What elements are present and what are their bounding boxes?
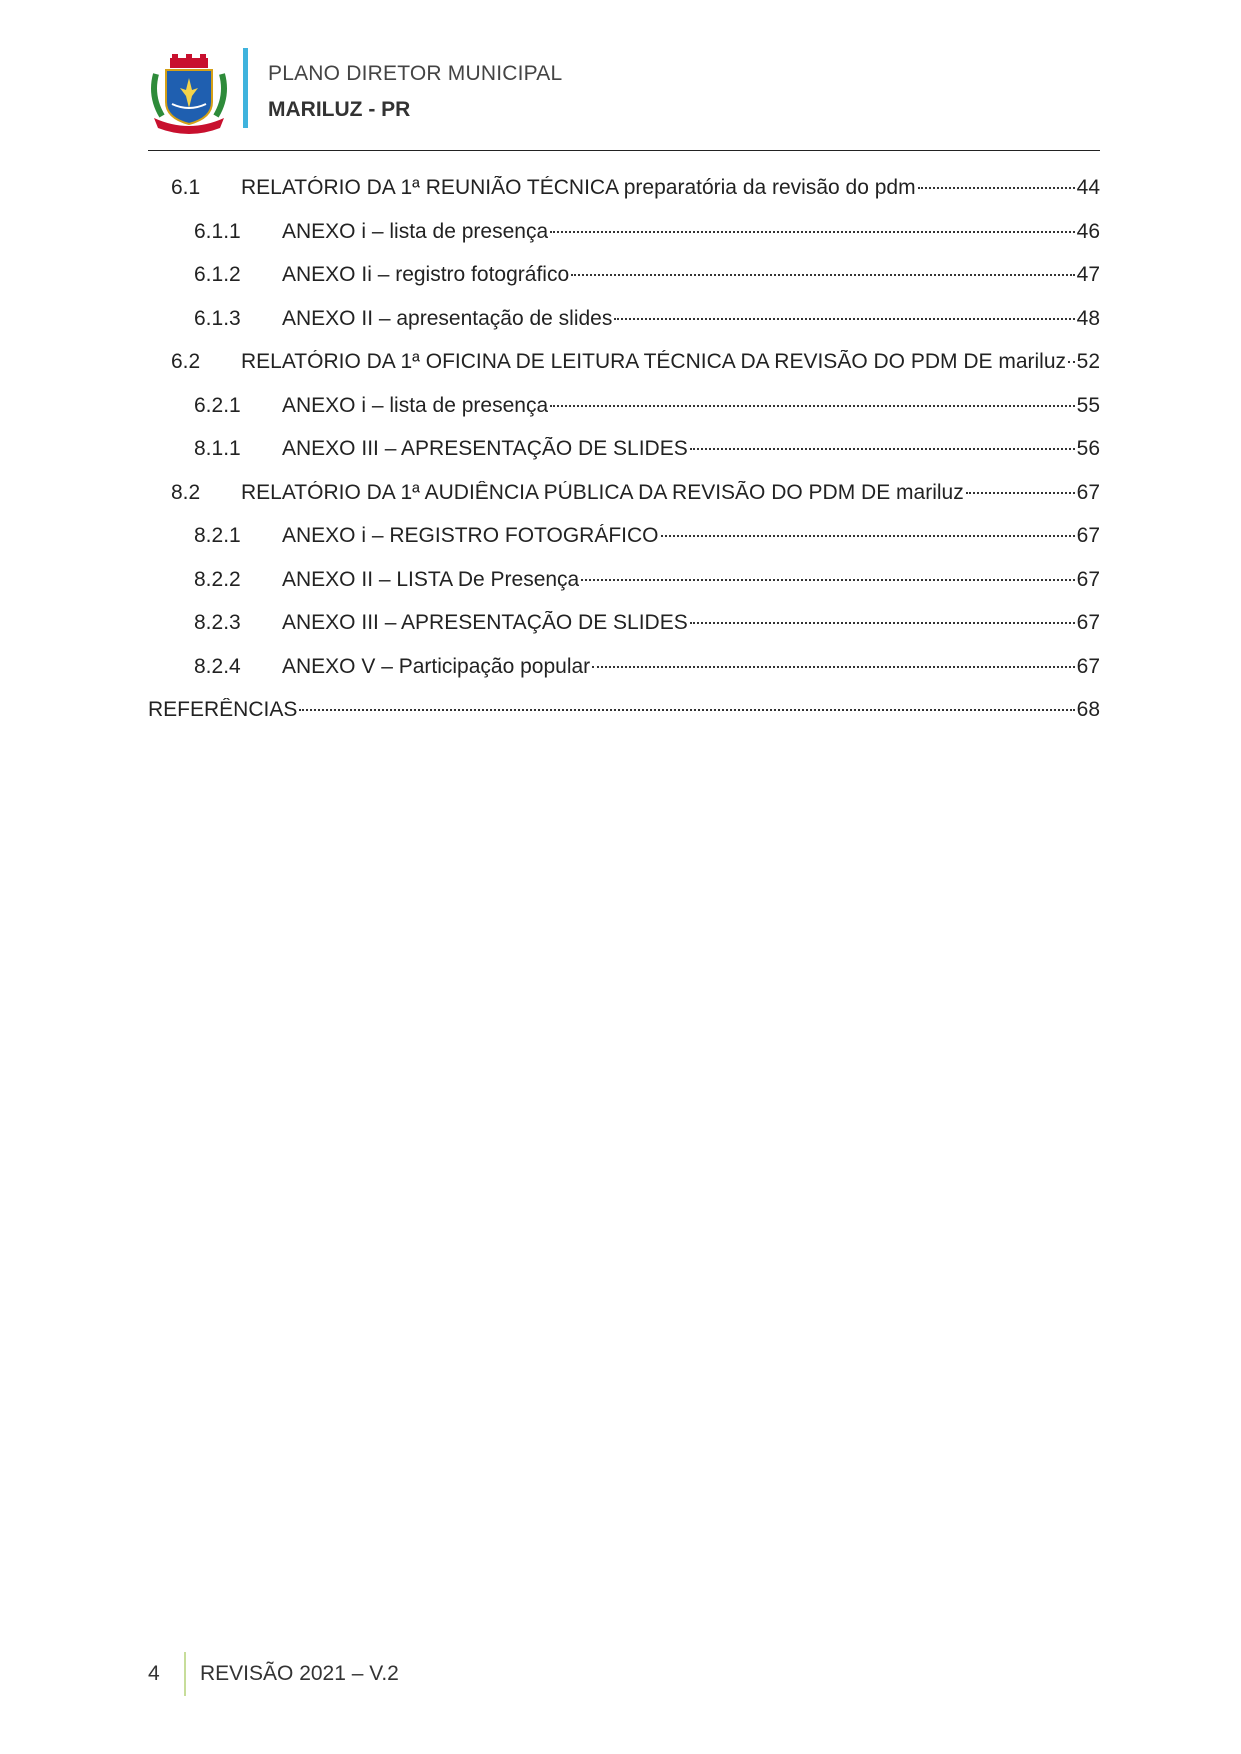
toc-entry-title: ANEXO i – REGISTRO FOTOGRÁFICO [282,524,659,547]
toc-dot-leader [661,535,1075,537]
footer-accent-bar [184,1652,186,1696]
toc-dot-leader [1068,361,1075,363]
toc-entry[interactable] [148,437,1100,481]
toc-dot-leader [690,448,1075,450]
toc-dot-leader [581,579,1074,581]
toc-entry[interactable] [148,263,1100,307]
toc-dot-leader [614,318,1074,320]
toc-dot-leader [918,187,1075,189]
toc-dot-leader [690,622,1075,624]
toc-entry-page: 52 [1076,350,1100,373]
toc-entry-page: 56 [1076,437,1100,460]
toc-entry-page: 47 [1076,263,1100,286]
toc-entry-title: ANEXO Ii – registro fotográfico [282,263,570,286]
toc-entry-number: 8.2.2 [194,567,241,591]
toc-entry-title: ANEXO i – lista de presença [282,393,549,417]
toc-entry[interactable] [148,307,1100,351]
toc-entry-number: 6.1.3 [194,306,241,330]
toc-entry-page: 67 [1076,654,1100,678]
toc-entry[interactable] [148,394,1100,438]
page-footer [148,1652,548,1698]
toc-entry-page: 67 [1076,611,1100,634]
toc-dot-leader [571,274,1075,276]
table-of-contents [148,176,1100,742]
toc-entry[interactable] [148,568,1100,612]
toc-entry[interactable] [148,698,1100,742]
toc-entry[interactable] [148,611,1100,655]
toc-entry-title: ANEXO II – LISTA De Presença [282,567,580,591]
toc-entry-number: 8.2.4 [194,654,241,678]
toc-entry-number: 6.2 [171,350,201,373]
toc-entry[interactable] [148,481,1100,525]
toc-entry-title: ANEXO i – lista de presença [282,219,549,243]
toc-entry[interactable] [148,176,1100,220]
toc-entry[interactable] [148,524,1100,568]
toc-entry-title: ANEXO III – APRESENTAÇÃO DE SLIDES [282,611,688,634]
toc-entry-number: 8.2.1 [194,524,241,547]
toc-entry-number: 6.2.1 [194,393,241,417]
municipality-name: MARILUZ - PR [268,98,411,121]
toc-entry-title: ANEXO II – apresentação de slides [282,306,613,330]
toc-entry-number: 8.2.3 [194,611,241,634]
toc-entry[interactable] [148,655,1100,699]
toc-entry-page: 48 [1076,306,1100,330]
revision-label: REVISÃO 2021 – V.2 [200,1662,399,1685]
toc-entry-number: 8.2 [171,480,201,504]
toc-entry-page: 67 [1076,567,1100,591]
toc-dot-leader [550,231,1075,233]
toc-entry-page: 55 [1076,393,1100,417]
toc-dot-leader [299,709,1074,711]
toc-entry-title: RELATÓRIO DA 1ª OFICINA DE LEITURA TÉCNICA DA REVISÃO DO PDM DE mariluz [241,350,1067,373]
page-number: 4 [148,1662,160,1685]
toc-entry-page: 44 [1076,176,1100,199]
toc-entry-page: 46 [1076,219,1100,243]
toc-dot-leader [550,405,1075,407]
toc-entry-page: 68 [1076,698,1100,721]
toc-entry-number: 8.1.1 [194,437,241,460]
toc-entry-title: ANEXO III – APRESENTAÇÃO DE SLIDES [282,437,688,460]
header-divider [148,150,1100,151]
toc-entry-page: 67 [1076,524,1100,547]
municipal-crest-icon [148,54,230,136]
toc-entry-title: ANEXO V – Participação popular [282,654,591,678]
header-accent-bar [243,48,248,128]
toc-entry-title: RELATÓRIO DA 1ª AUDIÊNCIA PÚBLICA DA REVISÃO DO PDM DE mariluz [241,480,964,504]
toc-entry-number: 6.1 [171,176,201,199]
toc-entry-number: 6.1.1 [194,219,241,243]
document-title: PLANO DIRETOR MUNICIPAL [268,62,563,85]
toc-entry[interactable] [148,220,1100,264]
toc-entry[interactable] [148,350,1100,394]
toc-dot-leader [966,492,1075,494]
toc-entry-title: REFERÊNCIAS [148,698,298,721]
toc-dot-leader [592,666,1074,668]
toc-entry-number: 6.1.2 [194,263,241,286]
toc-entry-page: 67 [1076,480,1100,504]
toc-entry-title: RELATÓRIO DA 1ª REUNIÃO TÉCNICA preparatória da revisão do pdm [241,176,916,199]
page-header [148,48,1100,150]
